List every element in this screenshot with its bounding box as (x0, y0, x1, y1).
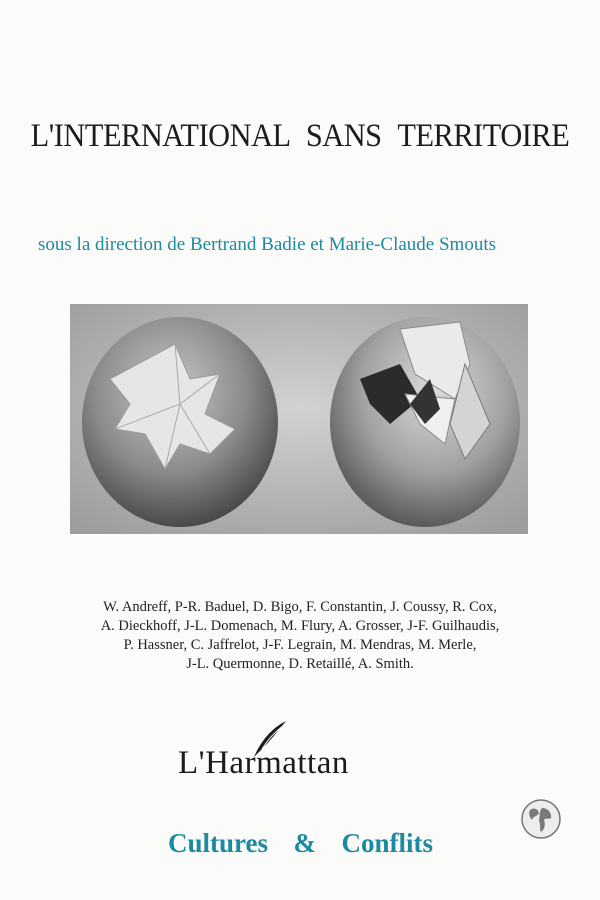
contributors-line: W. Andreff, P-R. Baduel, D. Bigo, F. Constantin, J. Coussy, R. Cox, (103, 599, 497, 615)
publisher-logo (178, 745, 478, 782)
globe-icon (520, 798, 562, 840)
contributors-list (62, 598, 538, 674)
contributors-line: J-L. Quermonne, D. Retaillé, A. Smith. (186, 656, 414, 672)
contributors-line: P. Hassner, C. Jaffrelot, J-F. Legrain, M. Mendras, M. Merle, (123, 637, 477, 653)
series-title: Cultures & Conflits (168, 828, 434, 858)
book-title: L'INTERNATIONAL SANS TERRITOIRE (30, 118, 570, 154)
cover-photo (70, 304, 528, 534)
contributors-line: A. Dieckhoff, J-L. Domenach, M. Flury, A. Grosser, J-F. Guilhaudis, (100, 618, 500, 634)
quill-icon (250, 719, 290, 759)
publisher-name: L'Harmattan (178, 745, 349, 781)
book-editors: sous la direction de Bertrand Badie et Marie-Claude Smouts (38, 234, 496, 255)
